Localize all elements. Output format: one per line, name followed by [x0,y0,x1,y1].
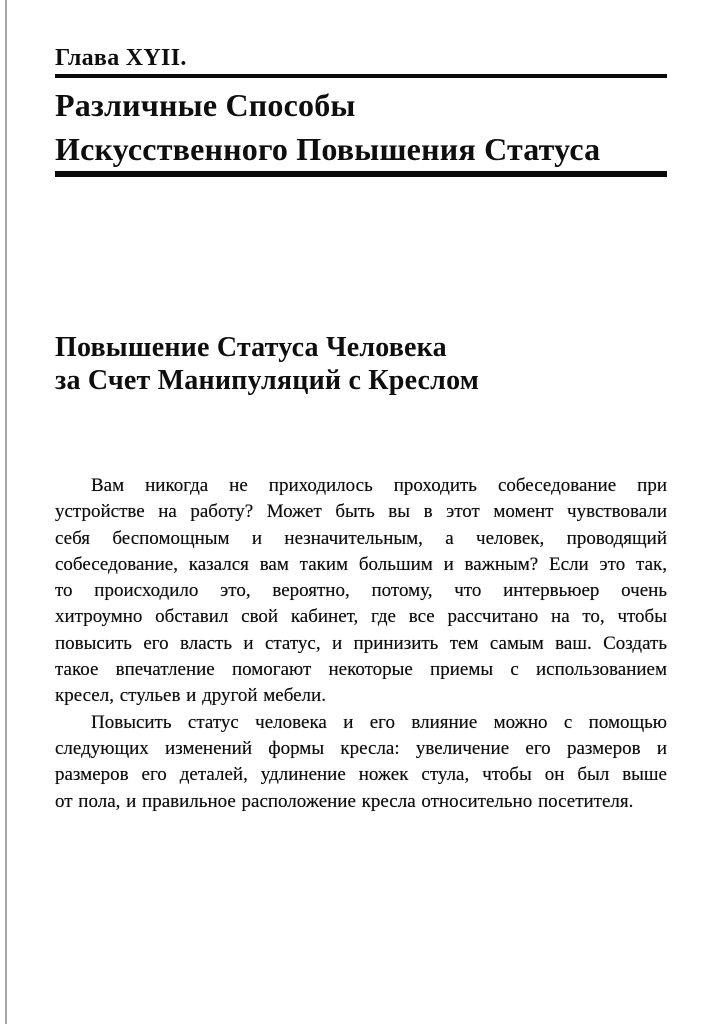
text-line: Повысить статус человека и его влияние можно с помощью [91,711,667,733]
page-title-line-1: Различные Способы [55,87,356,123]
page-title-line-2: Искусственного Повышения Статуса [55,131,601,167]
body-text [55,473,667,815]
page-content [55,0,667,815]
text-line: размеров его деталей, удлинение ножек стула, чтобы он был выше [55,764,667,786]
text-line: кресел, стульев и другой мебели. [55,685,326,707]
text-line: Вам никогда не приходилось проходить собеседование при [91,475,667,496]
scan-edge-line [5,0,7,1024]
page-title [55,78,667,171]
text-line: такое впечатление помогают некоторые приемы с использованием [55,659,667,681]
text-line: собеседование, казался вам таким большим и важным? Если это так, [55,553,667,575]
section-heading [55,331,667,397]
text-line: то происходило это, вероятно, потому, что интервьюер очень [55,580,667,602]
text-line: повысить его власть и статус, и принизить тем самым ваш. Создать [55,632,667,654]
text-line: следующих изменений формы кресла: увеличение его размеров и [55,737,667,759]
section-heading-line-1: Повышение Статуса Человека [55,332,447,363]
paragraph-2 [55,710,667,815]
text-line: устройстве на работу? Может быть вы в этот момент чувствовали [55,501,667,523]
chapter-label: Глава XYII. [55,45,187,71]
paragraph-1 [55,473,667,710]
section-heading-line-2: за Счет Манипуляций с Креслом [55,365,480,396]
text-line: себя беспомощным и незначительным, а человек, проводящий [55,527,667,549]
text-line: хитроумно обставил свой кабинет, где все рассчитано на то, чтобы [55,606,667,628]
text-line: от пола, и правильное расположение кресла относительно посетителя. [55,790,634,812]
title-rule [55,171,667,177]
